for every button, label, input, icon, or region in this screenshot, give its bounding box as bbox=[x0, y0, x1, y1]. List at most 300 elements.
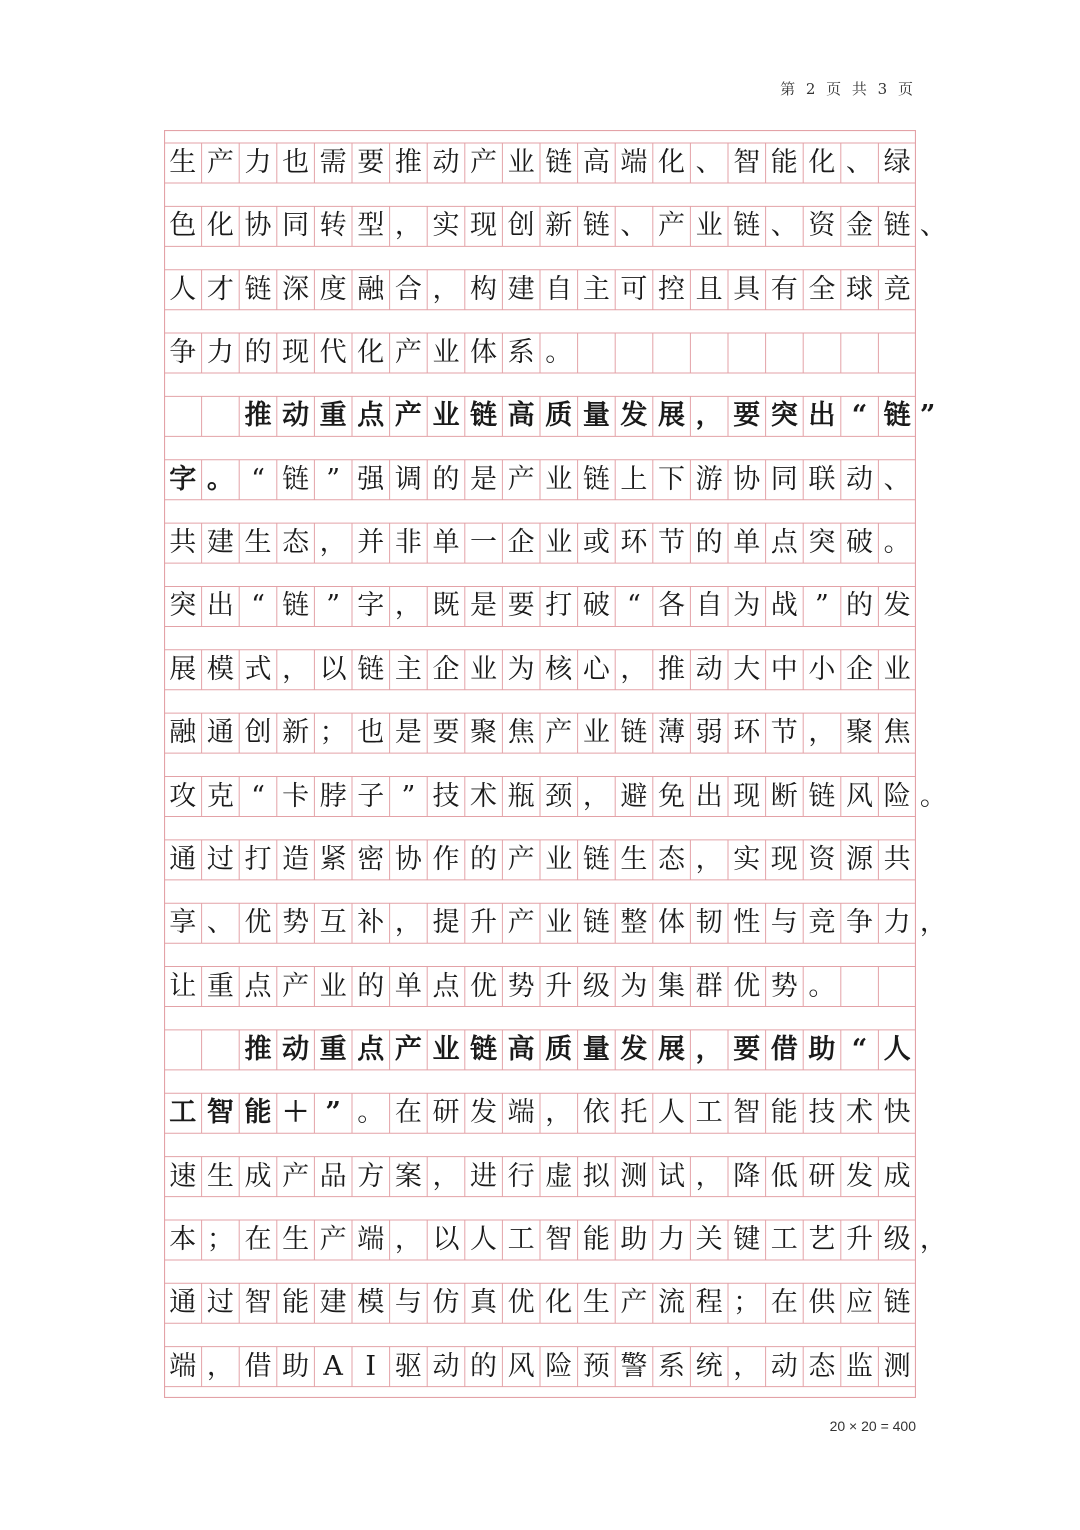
grid-cell: 密 bbox=[357, 843, 385, 875]
grid-cell: 突 bbox=[808, 527, 836, 559]
grid-cell: 能 bbox=[770, 1097, 798, 1129]
grid-cell: 合 bbox=[394, 273, 422, 305]
grid-cell: 资 bbox=[808, 843, 836, 875]
grid-row bbox=[164, 1030, 916, 1070]
grid-row bbox=[164, 396, 936, 436]
grid-cell: ” bbox=[325, 1097, 341, 1129]
grid-cell: 险 bbox=[883, 780, 911, 812]
grid-cell: 破 bbox=[582, 590, 610, 622]
grid-cell: 产 bbox=[282, 970, 310, 1002]
grid-cell: 体 bbox=[658, 907, 686, 939]
grid-cell: 进 bbox=[470, 1160, 498, 1192]
grid-cell: 高 bbox=[582, 147, 610, 178]
grid-cell: 产 bbox=[620, 1287, 648, 1319]
grid-cell bbox=[615, 333, 653, 373]
grid-cell bbox=[164, 396, 202, 436]
grid-cell: ” bbox=[326, 590, 341, 622]
grid-cell: 型 bbox=[357, 210, 385, 242]
grid-cell: “ bbox=[627, 590, 641, 622]
grid-cell: 或 bbox=[582, 527, 610, 559]
grid-cell: 要 bbox=[733, 400, 761, 432]
grid-cell: 创 bbox=[507, 210, 535, 242]
grid-cell: 争 bbox=[169, 337, 197, 369]
grid-cell: ， bbox=[733, 1350, 761, 1382]
grid-cell: 。 bbox=[357, 1097, 385, 1129]
grid-cell: 链 bbox=[582, 843, 610, 875]
grid-cell: 下 bbox=[658, 463, 686, 495]
grid-cell: 端 bbox=[169, 1350, 197, 1382]
grid-cell: 助 bbox=[808, 1033, 836, 1065]
grid-cell: 、 bbox=[620, 210, 648, 242]
grid-cell: 避 bbox=[620, 780, 648, 812]
grid-cell: 。 bbox=[545, 337, 573, 369]
grid-cell: 脖 bbox=[319, 780, 347, 812]
grid-cell: 争 bbox=[845, 907, 873, 939]
grid-cell: 预 bbox=[582, 1350, 610, 1382]
grid-cell: 产 bbox=[470, 147, 498, 178]
grid-cell: 环 bbox=[620, 527, 648, 559]
grid-cell: 是 bbox=[394, 717, 422, 749]
grid-cell: 业 bbox=[545, 463, 573, 495]
grid-cell: 展 bbox=[658, 1033, 686, 1065]
grid-cell: 子 bbox=[357, 780, 385, 812]
grid-cell: 性 bbox=[733, 907, 761, 939]
grid-cell: 态 bbox=[282, 527, 310, 559]
grid-cell: 共 bbox=[883, 843, 911, 875]
grid-cell: 助 bbox=[282, 1350, 310, 1382]
page-number: 第 2 页 共 3 页 bbox=[780, 80, 916, 98]
grid-cell: 推 bbox=[244, 1033, 272, 1065]
grid-cell: 生 bbox=[582, 1287, 610, 1319]
grid-cell: 为 bbox=[507, 653, 535, 685]
grid-cell: 有 bbox=[770, 273, 798, 305]
grid-cell: 化 bbox=[545, 1287, 573, 1319]
grid-cell: 、 bbox=[770, 210, 798, 242]
grid-row bbox=[164, 840, 916, 880]
grid-cell: 业 bbox=[545, 843, 573, 875]
grid-cell: 高 bbox=[507, 400, 535, 432]
grid-cell: 重 bbox=[319, 1033, 347, 1065]
grid-cell: ” bbox=[326, 463, 341, 495]
grid-cell: 展 bbox=[658, 400, 686, 432]
grid-cell: 突 bbox=[169, 590, 197, 622]
grid-cell: 是 bbox=[470, 590, 498, 622]
grid-row bbox=[164, 1220, 947, 1260]
grid-cell: 新 bbox=[545, 210, 573, 242]
grid-row bbox=[164, 586, 916, 626]
grid-cell: 程 bbox=[695, 1287, 723, 1319]
grid-cell: 依 bbox=[582, 1097, 610, 1129]
grid-cell bbox=[803, 333, 841, 373]
grid-cell: 绿 bbox=[883, 147, 911, 178]
grid-cell: 应 bbox=[845, 1287, 873, 1319]
grid-cell: 产 bbox=[394, 337, 422, 369]
grid-cell: 险 bbox=[545, 1350, 573, 1382]
grid-cell: 借 bbox=[770, 1033, 798, 1065]
grid-cell: 链 bbox=[733, 210, 761, 242]
grid-cell: 融 bbox=[357, 273, 385, 305]
grid-cell bbox=[164, 1030, 202, 1070]
grid-cell: 链 bbox=[582, 463, 610, 495]
grid-cell: 业 bbox=[432, 1033, 460, 1065]
grid-cell: 工 bbox=[169, 1097, 197, 1129]
grid-overflow-punctuation: ， bbox=[919, 907, 947, 939]
grid-cell: 驱 bbox=[394, 1350, 422, 1382]
grid-cell: 共 bbox=[169, 527, 197, 559]
grid-cell: 点 bbox=[244, 970, 272, 1002]
grid-cell: 的 bbox=[470, 1350, 498, 1382]
grid-cell: 断 bbox=[770, 780, 798, 812]
grid-cell: 薄 bbox=[658, 717, 686, 749]
grid-lines bbox=[164, 130, 916, 1398]
grid-cell: 艺 bbox=[808, 1223, 836, 1255]
grid-cell: 虚 bbox=[545, 1160, 573, 1192]
grid-cell: 产 bbox=[507, 907, 535, 939]
grid-cell: 实 bbox=[432, 210, 460, 242]
grid-cell: 核 bbox=[545, 653, 573, 685]
grid-cell: 克 bbox=[206, 780, 234, 812]
grid-cell: 作 bbox=[432, 843, 460, 875]
grid-cell: 人 bbox=[883, 1033, 911, 1065]
grid-cell: 发 bbox=[883, 590, 911, 622]
grid-cell bbox=[653, 333, 691, 373]
grid-cell: 快 bbox=[883, 1097, 911, 1129]
grid-cell: 节 bbox=[770, 717, 798, 749]
grid-cell: 动 bbox=[432, 147, 460, 178]
grid-cell: 的 bbox=[845, 590, 873, 622]
grid-cell: 企 bbox=[432, 653, 460, 685]
grid-cell: 。 bbox=[206, 463, 234, 495]
grid-row bbox=[164, 1157, 916, 1197]
grid-cell bbox=[690, 333, 728, 373]
grid-cell: 推 bbox=[244, 400, 272, 432]
grid-cell: 链 bbox=[545, 147, 573, 178]
grid-cell: 焦 bbox=[883, 717, 911, 749]
grid-cell: 免 bbox=[658, 780, 686, 812]
grid-cell: ， bbox=[394, 590, 422, 622]
grid-cell: 主 bbox=[394, 653, 422, 685]
grid-cell: ， bbox=[695, 843, 723, 875]
grid-cell: 力 bbox=[658, 1223, 686, 1255]
grid-cell: 造 bbox=[282, 843, 310, 875]
grid-cell: 能 bbox=[582, 1223, 610, 1255]
grid-cell: 优 bbox=[470, 970, 498, 1002]
grid-cell: 色 bbox=[169, 210, 197, 242]
grid-cell: 中 bbox=[770, 653, 798, 685]
grid-row bbox=[164, 967, 916, 1007]
grid-cell: 测 bbox=[883, 1350, 911, 1382]
grid-cell: 大 bbox=[733, 653, 761, 685]
grid-cell: “ bbox=[251, 463, 265, 495]
grid-cell: 需 bbox=[319, 147, 347, 178]
grid-cell: 动 bbox=[770, 1350, 798, 1382]
grid-cell: 化 bbox=[357, 337, 385, 369]
grid-cell: 链 bbox=[470, 400, 498, 432]
grid-cell: 生 bbox=[620, 843, 648, 875]
grid-cell: 在 bbox=[394, 1097, 422, 1129]
grid-cell: 质 bbox=[545, 1033, 573, 1065]
grid-cell: 势 bbox=[507, 970, 535, 1002]
grid-cell: ， bbox=[206, 1350, 234, 1382]
grid-cell: ， bbox=[695, 1033, 723, 1065]
grid-overflow-punctuation: 。 bbox=[919, 780, 947, 812]
grid-cell: 链 bbox=[582, 210, 610, 242]
grid-cell: 业 bbox=[545, 907, 573, 939]
grid-cell: 链 bbox=[883, 210, 911, 242]
grid-cell: 产 bbox=[507, 843, 535, 875]
grid-cell: 能 bbox=[244, 1097, 272, 1129]
grid-cell bbox=[728, 333, 766, 373]
grid-cell: 统 bbox=[695, 1350, 723, 1382]
grid-cell: 、 bbox=[206, 907, 234, 939]
grid-cell: 降 bbox=[733, 1160, 761, 1192]
grid-cell: 链 bbox=[883, 1287, 911, 1319]
grid-cell: ， bbox=[582, 780, 610, 812]
grid-cell: 整 bbox=[620, 907, 648, 939]
grid-cell: 发 bbox=[620, 400, 648, 432]
grid-cell: 点 bbox=[770, 527, 798, 559]
grid-cell: 业 bbox=[545, 527, 573, 559]
grid-count-label: 20 × 20 = 400 bbox=[829, 1418, 916, 1434]
grid-cell: ， bbox=[808, 717, 836, 749]
grid-frame bbox=[165, 131, 916, 1398]
grid-cell: 力 bbox=[244, 147, 272, 178]
grid-row bbox=[164, 270, 916, 310]
grid-cell: 紧 bbox=[319, 843, 347, 875]
grid-cell: 新 bbox=[282, 717, 310, 749]
grid-row bbox=[164, 650, 916, 690]
grid-cell: 可 bbox=[620, 273, 648, 305]
grid-cell: 环 bbox=[733, 717, 761, 749]
grid-cell bbox=[841, 967, 879, 1007]
grid-cell: 托 bbox=[620, 1097, 648, 1129]
grid-cell: 成 bbox=[244, 1160, 272, 1192]
grid-cell: 动 bbox=[432, 1350, 460, 1382]
grid-cell: 游 bbox=[695, 463, 723, 495]
grid-cell: 在 bbox=[770, 1287, 798, 1319]
grid-cell: 生 bbox=[244, 527, 272, 559]
grid-cell: 弱 bbox=[695, 717, 723, 749]
grid-cell: 企 bbox=[845, 653, 873, 685]
grid-cell: 测 bbox=[620, 1160, 648, 1192]
grid-cell: 生 bbox=[282, 1223, 310, 1255]
grid-cell: 的 bbox=[695, 527, 723, 559]
grid-cell: ； bbox=[733, 1287, 761, 1319]
grid-row bbox=[164, 143, 916, 183]
grid-cell: 现 bbox=[733, 780, 761, 812]
grid-cell: 源 bbox=[845, 843, 873, 875]
grid-cell bbox=[202, 1030, 240, 1070]
grid-cell: 具 bbox=[733, 273, 761, 305]
grid-row bbox=[164, 523, 916, 563]
grid-cell: 群 bbox=[695, 970, 723, 1002]
grid-cell: 链 bbox=[357, 653, 385, 685]
grid-cell: 业 bbox=[582, 717, 610, 749]
grid-cell: 链 bbox=[808, 780, 836, 812]
grid-cell: 力 bbox=[206, 337, 234, 369]
grid-cell: 真 bbox=[470, 1287, 498, 1319]
grid-cell: 品 bbox=[319, 1160, 347, 1192]
grid-cell: ， bbox=[394, 210, 422, 242]
grid-cell: 韧 bbox=[695, 907, 723, 939]
grid-row bbox=[164, 1093, 916, 1133]
grid-cell: “ bbox=[251, 780, 265, 812]
grid-cell: 集 bbox=[658, 970, 686, 1002]
grid-cell: 工 bbox=[770, 1223, 798, 1255]
grid-cell: 破 bbox=[845, 527, 873, 559]
grid-cell: 力 bbox=[883, 907, 911, 939]
grid-cell: 案 bbox=[394, 1160, 422, 1192]
grid-cell: 产 bbox=[206, 147, 234, 178]
grid-cell: 能 bbox=[282, 1287, 310, 1319]
grid-cell: 单 bbox=[733, 527, 761, 559]
grid-cell: 为 bbox=[733, 590, 761, 622]
grid-cell: 互 bbox=[319, 907, 347, 939]
grid-cell: ； bbox=[206, 1223, 234, 1255]
grid-cell: 风 bbox=[507, 1350, 535, 1382]
grid-cell: 端 bbox=[507, 1097, 535, 1129]
grid-cell: 单 bbox=[432, 527, 460, 559]
grid-cell: 速 bbox=[169, 1160, 197, 1192]
grid-cell: 战 bbox=[770, 590, 798, 622]
grid-cell: 与 bbox=[770, 907, 798, 939]
grid-cell: 产 bbox=[507, 463, 535, 495]
grid-cell: 产 bbox=[394, 1033, 422, 1065]
grid-cell: 态 bbox=[808, 1350, 836, 1382]
grid-cell bbox=[878, 333, 916, 373]
grid-cell: 点 bbox=[432, 970, 460, 1002]
grid-cell: 技 bbox=[808, 1097, 836, 1129]
grid-cell: ， bbox=[432, 273, 460, 305]
grid-cell: 拟 bbox=[582, 1160, 610, 1192]
grid-cell: 瓶 bbox=[507, 780, 535, 812]
grid-cell: 关 bbox=[695, 1223, 723, 1255]
grid-cell: 产 bbox=[282, 1160, 310, 1192]
grid-cell: 全 bbox=[808, 273, 836, 305]
grid-cell: 以 bbox=[432, 1223, 460, 1255]
grid-cell: 研 bbox=[808, 1160, 836, 1192]
grid-cell: 智 bbox=[733, 147, 761, 178]
grid-cell: 要 bbox=[733, 1033, 761, 1065]
grid-cell: 升 bbox=[545, 970, 573, 1002]
grid-cell: 供 bbox=[808, 1287, 836, 1319]
grid-cell: 协 bbox=[244, 210, 272, 242]
grid-row bbox=[164, 333, 916, 373]
grid-cell: 智 bbox=[244, 1287, 272, 1319]
grid-cell: 、 bbox=[883, 463, 911, 495]
grid-cell: 单 bbox=[394, 970, 422, 1002]
grid-cell: 仿 bbox=[432, 1287, 460, 1319]
grid-cell: 非 bbox=[394, 527, 422, 559]
grid-cell: 才 bbox=[206, 273, 234, 305]
grid-cell: 一 bbox=[470, 527, 498, 559]
grid-cell: 同 bbox=[770, 463, 798, 495]
grid-cell: 出 bbox=[808, 400, 836, 432]
grid-cell: 低 bbox=[770, 1160, 798, 1192]
grid-cell: 生 bbox=[206, 1160, 234, 1192]
grid-cell: 优 bbox=[507, 1287, 535, 1319]
grid-cell: 竞 bbox=[883, 273, 911, 305]
grid-cell: 行 bbox=[507, 1160, 535, 1192]
grid-cell: ， bbox=[394, 907, 422, 939]
grid-cell: 动 bbox=[695, 653, 723, 685]
grid-cell: ， bbox=[695, 400, 723, 432]
grid-cell: 字 bbox=[169, 463, 197, 495]
grid-cell: 展 bbox=[169, 653, 197, 685]
grid-cell: 控 bbox=[658, 273, 686, 305]
grid-cell: 级 bbox=[883, 1223, 911, 1255]
grid-cell: 端 bbox=[620, 147, 648, 178]
grid-cell bbox=[202, 396, 240, 436]
grid-cell: 助 bbox=[620, 1223, 648, 1255]
grid-cell: 突 bbox=[770, 400, 798, 432]
grid-cell: 。 bbox=[883, 527, 911, 559]
grid-cell: 同 bbox=[282, 210, 310, 242]
grid-row bbox=[164, 1283, 916, 1323]
grid-cell: 为 bbox=[620, 970, 648, 1002]
grid-cell: ” bbox=[401, 780, 416, 812]
grid-cell: 监 bbox=[845, 1350, 873, 1382]
grid-cell: 补 bbox=[357, 907, 385, 939]
grid-cell: 提 bbox=[432, 907, 460, 939]
grid-overflow-punctuation: 、 bbox=[919, 210, 947, 242]
grid-cell: 动 bbox=[845, 463, 873, 495]
grid-cell: 业 bbox=[319, 970, 347, 1002]
grid-cell: 通 bbox=[169, 843, 197, 875]
grid-cell: “ bbox=[851, 1033, 868, 1065]
grid-cell: 体 bbox=[470, 337, 498, 369]
grid-cell: 人 bbox=[470, 1223, 498, 1255]
grid-cell: 创 bbox=[244, 717, 272, 749]
grid-cell: 工 bbox=[507, 1223, 535, 1255]
grid-cell: 优 bbox=[733, 970, 761, 1002]
grid-cell: ” bbox=[814, 590, 829, 622]
grid-cell: 强 bbox=[357, 463, 385, 495]
grid-cell: 链 bbox=[282, 590, 310, 622]
grid-cell: 业 bbox=[432, 337, 460, 369]
grid-cell: 聚 bbox=[845, 717, 873, 749]
grid-row bbox=[164, 903, 947, 943]
grid-cell: 协 bbox=[733, 463, 761, 495]
grid-cell: 、 bbox=[695, 147, 723, 178]
grid-cell: 系 bbox=[507, 337, 535, 369]
grid-cell: 量 bbox=[582, 400, 610, 432]
grid-cell: 上 bbox=[620, 463, 648, 495]
grid-cell: 智 bbox=[733, 1097, 761, 1129]
grid-cell: 人 bbox=[658, 1097, 686, 1129]
grid-cell: 的 bbox=[470, 843, 498, 875]
grid-cell: 升 bbox=[845, 1223, 873, 1255]
grid-cell: ， bbox=[282, 653, 310, 685]
grid-overflow-punctuation: ” bbox=[919, 400, 936, 432]
grid-cell: 要 bbox=[357, 147, 385, 178]
grid-cell: 要 bbox=[507, 590, 535, 622]
grid-cell: 企 bbox=[507, 527, 535, 559]
grid-cell: 链 bbox=[883, 400, 911, 432]
grid-cell: 流 bbox=[658, 1287, 686, 1319]
grid-cell: 势 bbox=[282, 907, 310, 939]
grid-cell: 现 bbox=[282, 337, 310, 369]
grid-cell: 产 bbox=[394, 400, 422, 432]
grid-cell: 通 bbox=[206, 717, 234, 749]
grid-cell: 升 bbox=[470, 907, 498, 939]
grid-cell: 享 bbox=[169, 907, 197, 939]
grid-cell: 的 bbox=[244, 337, 272, 369]
grid-cell: 既 bbox=[432, 590, 460, 622]
grid-cell: 出 bbox=[206, 590, 234, 622]
grid-cell: 资 bbox=[808, 210, 836, 242]
grid-cell bbox=[878, 967, 916, 1007]
